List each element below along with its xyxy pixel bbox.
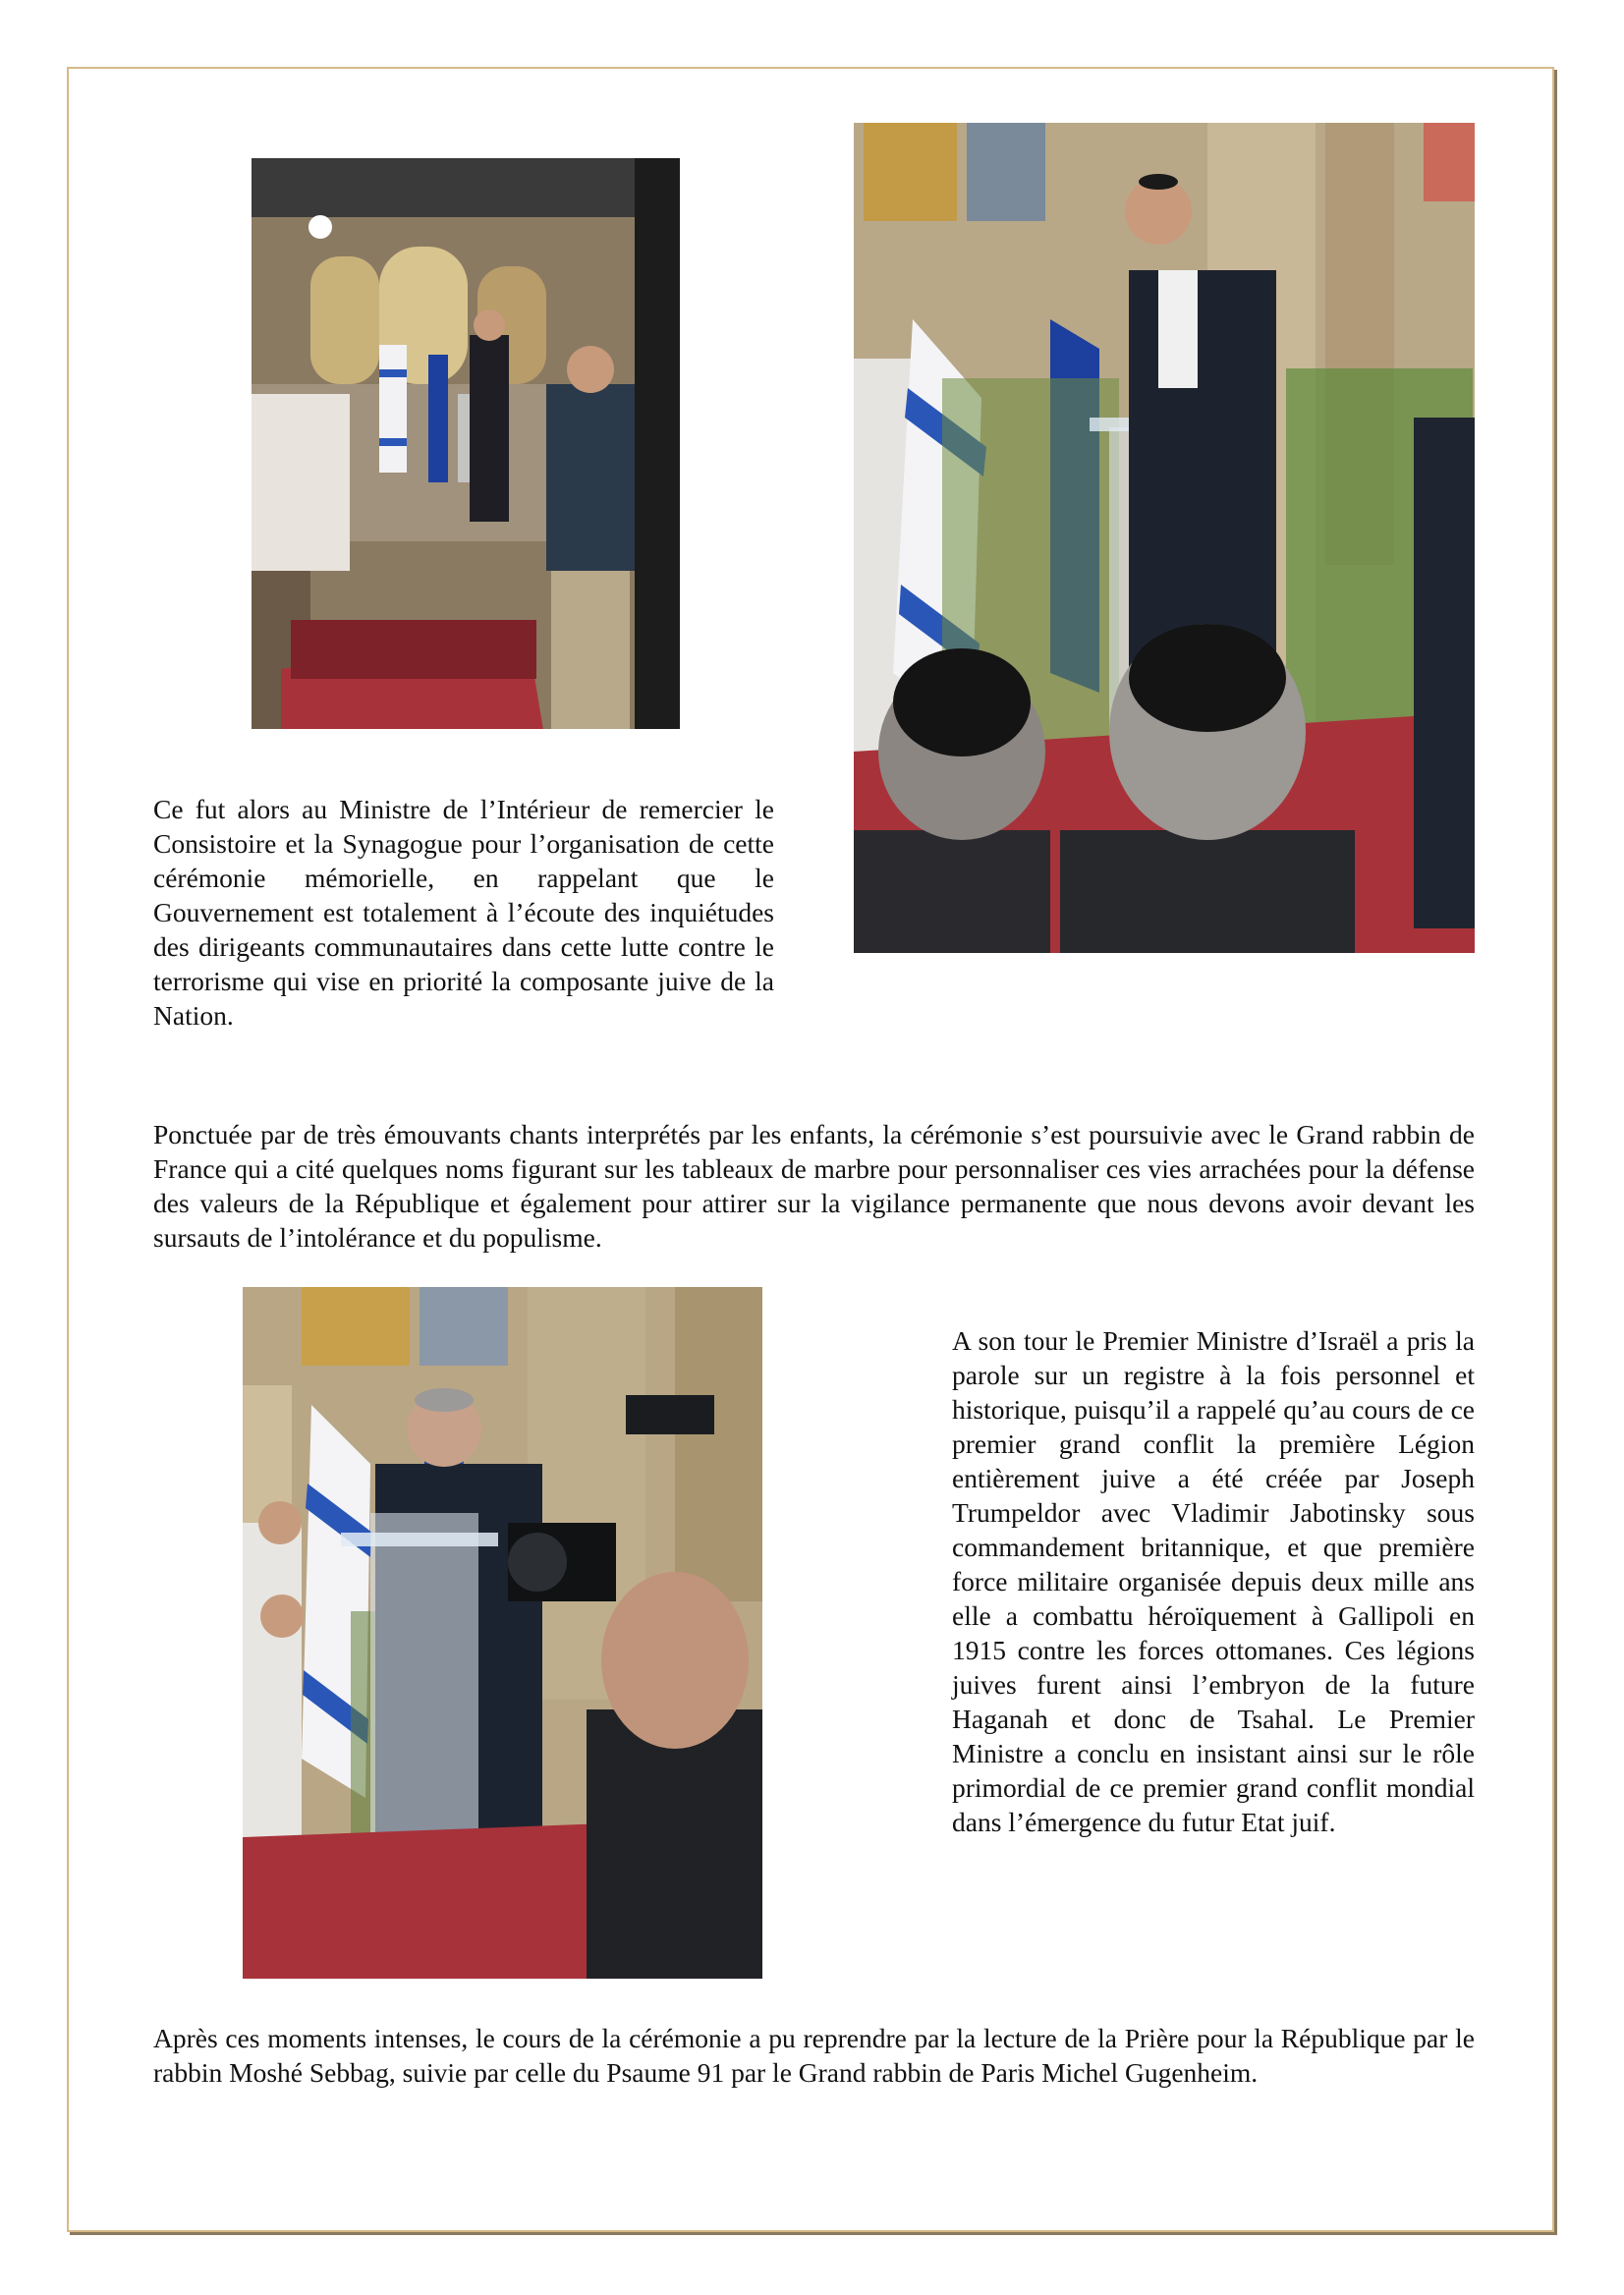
- photo-prime-minister-speaking: [243, 1287, 762, 1979]
- paragraph-grand-rabbin: Ponctuée par de très émouvants chants interprétés par les enfants, la cérémonie s’est poursuivie avec le Grand rabbin de France qui a cité quelques noms figurant sur les tableaux de marbre pour personnaliser ces vies arrachées pour la défense des valeurs de la République et également pour attirer sur la vigilance permanente que nous devons avoir devant les sursauts de l’intolérance et du populisme.: [153, 1119, 1475, 1253]
- photo-interior-minister-speaking: [854, 123, 1475, 953]
- paragraph-interior-minister: Ce fut alors au Ministre de l’Intérieur de remercier le Consistoire et la Synagogue pour l’organisation de cette cérémonie mémorielle, en rappelant que le Gouvernement est totalement à l’écoute des inquiétudes des dirigeants communautaires dans cette lutte contre le terrorisme qui vise en priorité la composante juive de la Nation.: [153, 794, 774, 1031]
- photo-ceremony-wide: [252, 158, 680, 729]
- paragraph-priere-republique: Après ces moments intenses, le cours de la cérémonie a pu reprendre par la lecture de la Prière pour la République par le rabbin Moshé Sebbag, suivie par celle du Psaume 91 par le Grand rabbin de Paris Michel Gugenheim.: [153, 2023, 1475, 2088]
- paragraph-prime-minister: A son tour le Premier Ministre d’Israël a pris la parole sur un registre à la fois personnel et historique, puisqu’il a rappelé qu’au cours de ce premier grand conflit la première Légion entièrement juive a été créée par Joseph Trumpeldor avec Vladimir Jabotinsky sous commandement britannique, et que première force militaire organisée depuis deux mille ans elle a combattu héroïquement à Gallipoli en 1915 contre les forces ottomanes. Ces légions juives furent ainsi l’embryon de la future Haganah et donc de Tsahal. Le Premier Ministre a conclu en insistant ainsi sur le rôle primordial de ce premier grand conflit mondial dans l’émergence du futur Etat juif.: [952, 1325, 1475, 1837]
